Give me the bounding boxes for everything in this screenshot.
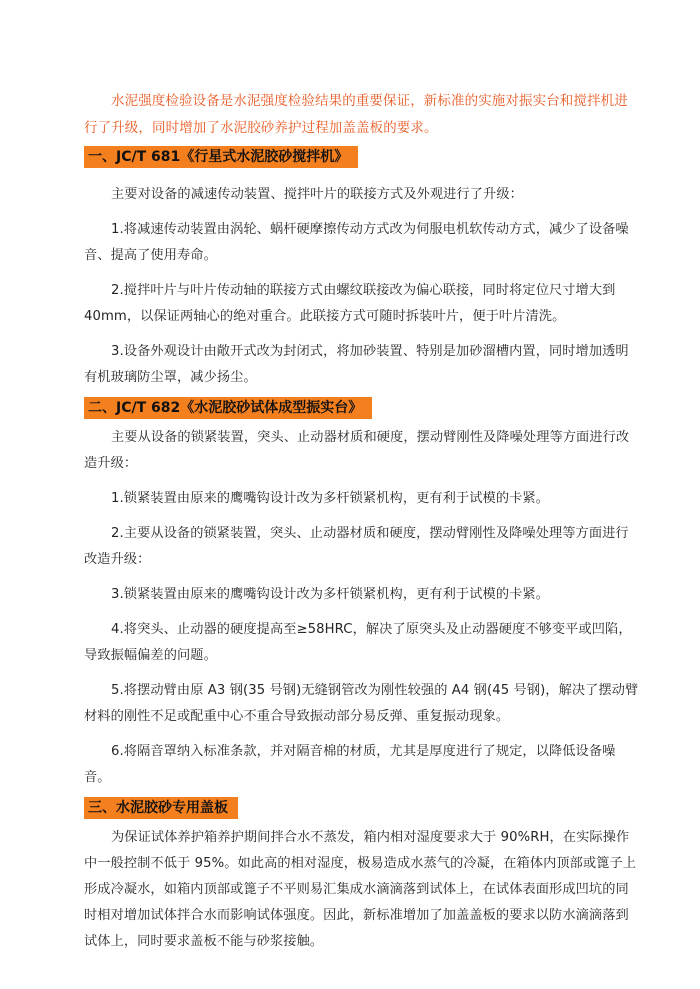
document-page [84,88,640,955]
section-1-para-2: 2.搅拌叶片与叶片传动轴的联接方式由螺纹联接改为偏心联接，同时将定位尺寸增大到40mm，以保证两轴心的绝对重合。此联接方式可随时拆装叶片，便于叶片清洗。 [84,283,616,324]
section-2-para-6: 6.将隔音罩纳入标准条款，并对隔音棉的材质，尤其是厚度进行了规定，以降低设备噪音。 [84,744,616,785]
intro-paragraph: 水泥强度检验设备是水泥强度检验结果的重要保证，新标准的实施对振实台和搅拌机进行了升级，同时增加了水泥胶砂养护过程加盖盖板的要求。 [84,93,628,136]
section-3-heading: 三、水泥胶砂专用盖板 [84,797,238,819]
section-2-para-5: 5.将摆动臂由原 A3 钢(35 号钢)无缝钢管改为刚性较强的 A4 钢(45 号钢)，解决了摆动臂材料的刚性不足或配重中心不重合导致振动部分易反弹、重复振动现象。 [84,683,639,724]
section-1-heading: 一、JC/T 681《行星式水泥胶砂搅拌机》 [84,146,358,168]
section-2-para-1: 1.锁紧装置由原来的鹰嘴钩设计改为多杆锁紧机构，更有利于试模的卡紧。 [111,491,549,506]
section-2-para-3: 3.锁紧装置由原来的鹰嘴钩设计改为多杆锁紧机构，更有利于试模的卡紧。 [111,587,549,602]
section-2-heading: 二、JC/T 682《水泥胶砂试体成型振实台》 [84,397,372,419]
section-1-para-1: 1.将减速传动装置由涡轮、蜗杆硬摩擦传动方式改为伺服电机软传动方式，减少了设备噪音、提高了使用寿命。 [84,222,629,263]
section-2-para-2: 2.主要从设备的锁紧装置，突头、止动器材质和硬度，摆动臂刚性及降噪处理等方面进行改造升级： [84,526,629,567]
section-1-para-3: 3.设备外观设计由敞开式改为封闭式，将加砂装置、特别是加砂溜槽内置，同时增加透明有机玻璃防尘罩，减少扬尘。 [84,344,629,385]
section-3-para-0: 为保证试体养护箱养护期间拌合水不蒸发，箱内相对湿度要求大于 90%RH，在实际操作中一般控制不低于 95%。如此高的相对湿度，极易造成水蒸气的冷凝，在箱体内顶部或篦子上形成冷凝水，如箱内顶部或篦子不平则易汇集成水滴滴落到试体上，在试体表面形成凹坑的同时相对增加试体拌合水而影响试体强度。因此，新标准增加了加盖盖板的要求以防水滴滴落到试体上，同时要求盖板不能与砂浆接触。 [84,830,637,949]
section-1-para-0: 主要对设备的减速传动装置、搅拌叶片的联接方式及外观进行了升级： [111,187,523,202]
section-2-para-0: 主要从设备的锁紧装置，突头、止动器材质和硬度，摆动臂刚性及降噪处理等方面进行改造升级： [84,430,630,471]
section-2-para-4: 4.将突头、止动器的硬度提高至≥58HRC，解决了原突头及止动器硬度不够变平或凹陷，导致振幅偏差的问题。 [84,622,632,663]
